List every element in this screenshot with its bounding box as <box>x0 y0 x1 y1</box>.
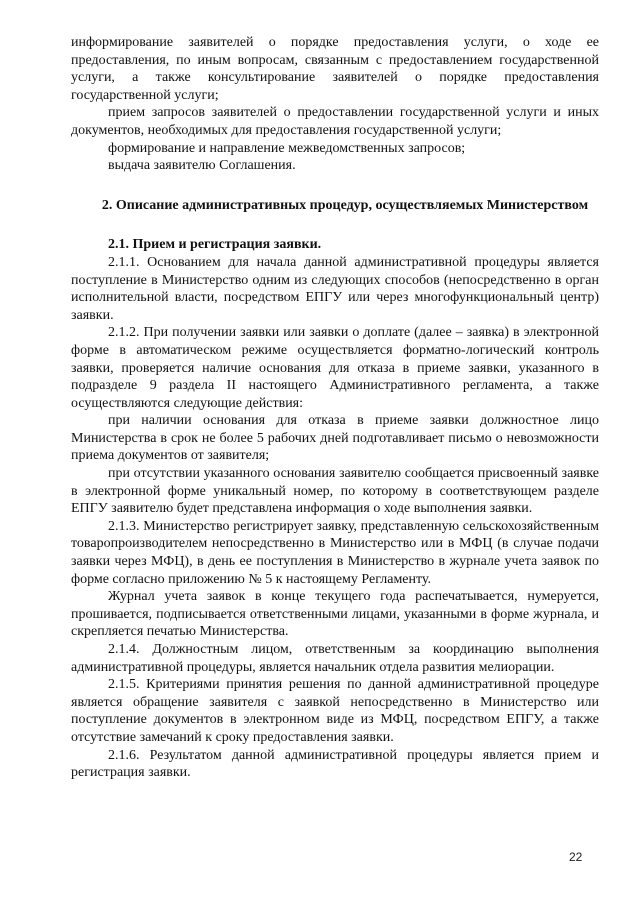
paragraph-refusal: при наличии основания для отказа в приеме заявки должностное лицо Министерства в срок не более 5 рабочих дней подготавливает письмо о невозможности приема документов от заявителя; <box>71 413 599 464</box>
paragraph-2-1-3: 2.1.3. Министерство регистрирует заявку, представленную сельскохозяйственным товаропроизводителем непосредственно в Министерство или в МФЦ (в случае подачи заявки через МФЦ), в день ее поступления в Министерство в журнале учета заявок по форме согласно приложению № 5 к настоящему Регламенту. <box>71 518 599 587</box>
paragraph-2-1-1: 2.1.1. Основанием для начала данной административной процедуры является поступление в Министерство одним из следующих способов (непосредственно в орган исполнительной власти, посредством ЕПГУ или через многофункциональный центр) заявки. <box>71 254 599 323</box>
page-number: 22 <box>569 850 583 864</box>
section-heading: 2. Описание административных процедур, осуществляемых Министерством <box>101 197 589 213</box>
document-page <box>71 34 599 782</box>
spacer <box>71 175 599 197</box>
paragraph-requests: прием запросов заявителей о предоставлении государственной услуги и иных документов, необходимых для предоставления государственной услуги; <box>71 105 599 138</box>
paragraph-2-1-4: 2.1.4. Должностным лицом, ответственным за координацию выполнения административной процедуры, является начальник отдела развития мелиорации. <box>71 642 599 675</box>
paragraph-2-1-5: 2.1.5. Критериями принятия решения по данной административной процедуре является обращение заявителя с заявкой непосредственно в Министерство или поступление документов в электронном виде из МФЦ, посредством ЕПГУ, а также отсутствие замечаний к сроку предоставления заявки. <box>71 677 599 745</box>
paragraph-informing: информирование заявителей о порядке предоставления услуги, о ходе ее предоставления, по иным вопросам, связанным с предоставлением государственной услуги, а также консультирование заявителей о порядке предоставления государственной услуги; <box>71 35 599 103</box>
paragraph-no-refusal: при отсутствии указанного основания заявителю сообщается присвоенный заявке в электронной форме уникальный номер, по которому в соответствующем разделе ЕПГУ заявителю будет представлена информация о ходе выполнения заявки. <box>71 466 599 517</box>
subsection-heading: 2.1. Прием и регистрация заявки. <box>108 237 322 253</box>
paragraph-journal: Журнал учета заявок в конце текущего года распечатывается, нумеруется, прошивается, подписывается ответственными лицами, указанными в форме журнала, и скрепляется печатью Министерства. <box>71 589 599 640</box>
paragraph-2-1-2: 2.1.2. При получении заявки или заявки о доплате (далее – заявка) в электронной форме в автоматическом режиме осуществляется форматно-логический контроль заявки, проверяется наличие основания для отказа в приеме заявки, указанного в подразделе 9 раздела II настоящего Административного регламента, а также осуществляются следующие действия: <box>71 325 599 411</box>
paragraph-agreement: выдача заявителю Соглашения. <box>108 158 296 174</box>
paragraph-2-1-6: 2.1.6. Результатом данной административной процедуры является прием и регистрация заявки. <box>71 747 599 781</box>
paragraph-interagency: формирование и направление межведомственных запросов; <box>108 140 466 156</box>
spacer <box>71 214 599 236</box>
